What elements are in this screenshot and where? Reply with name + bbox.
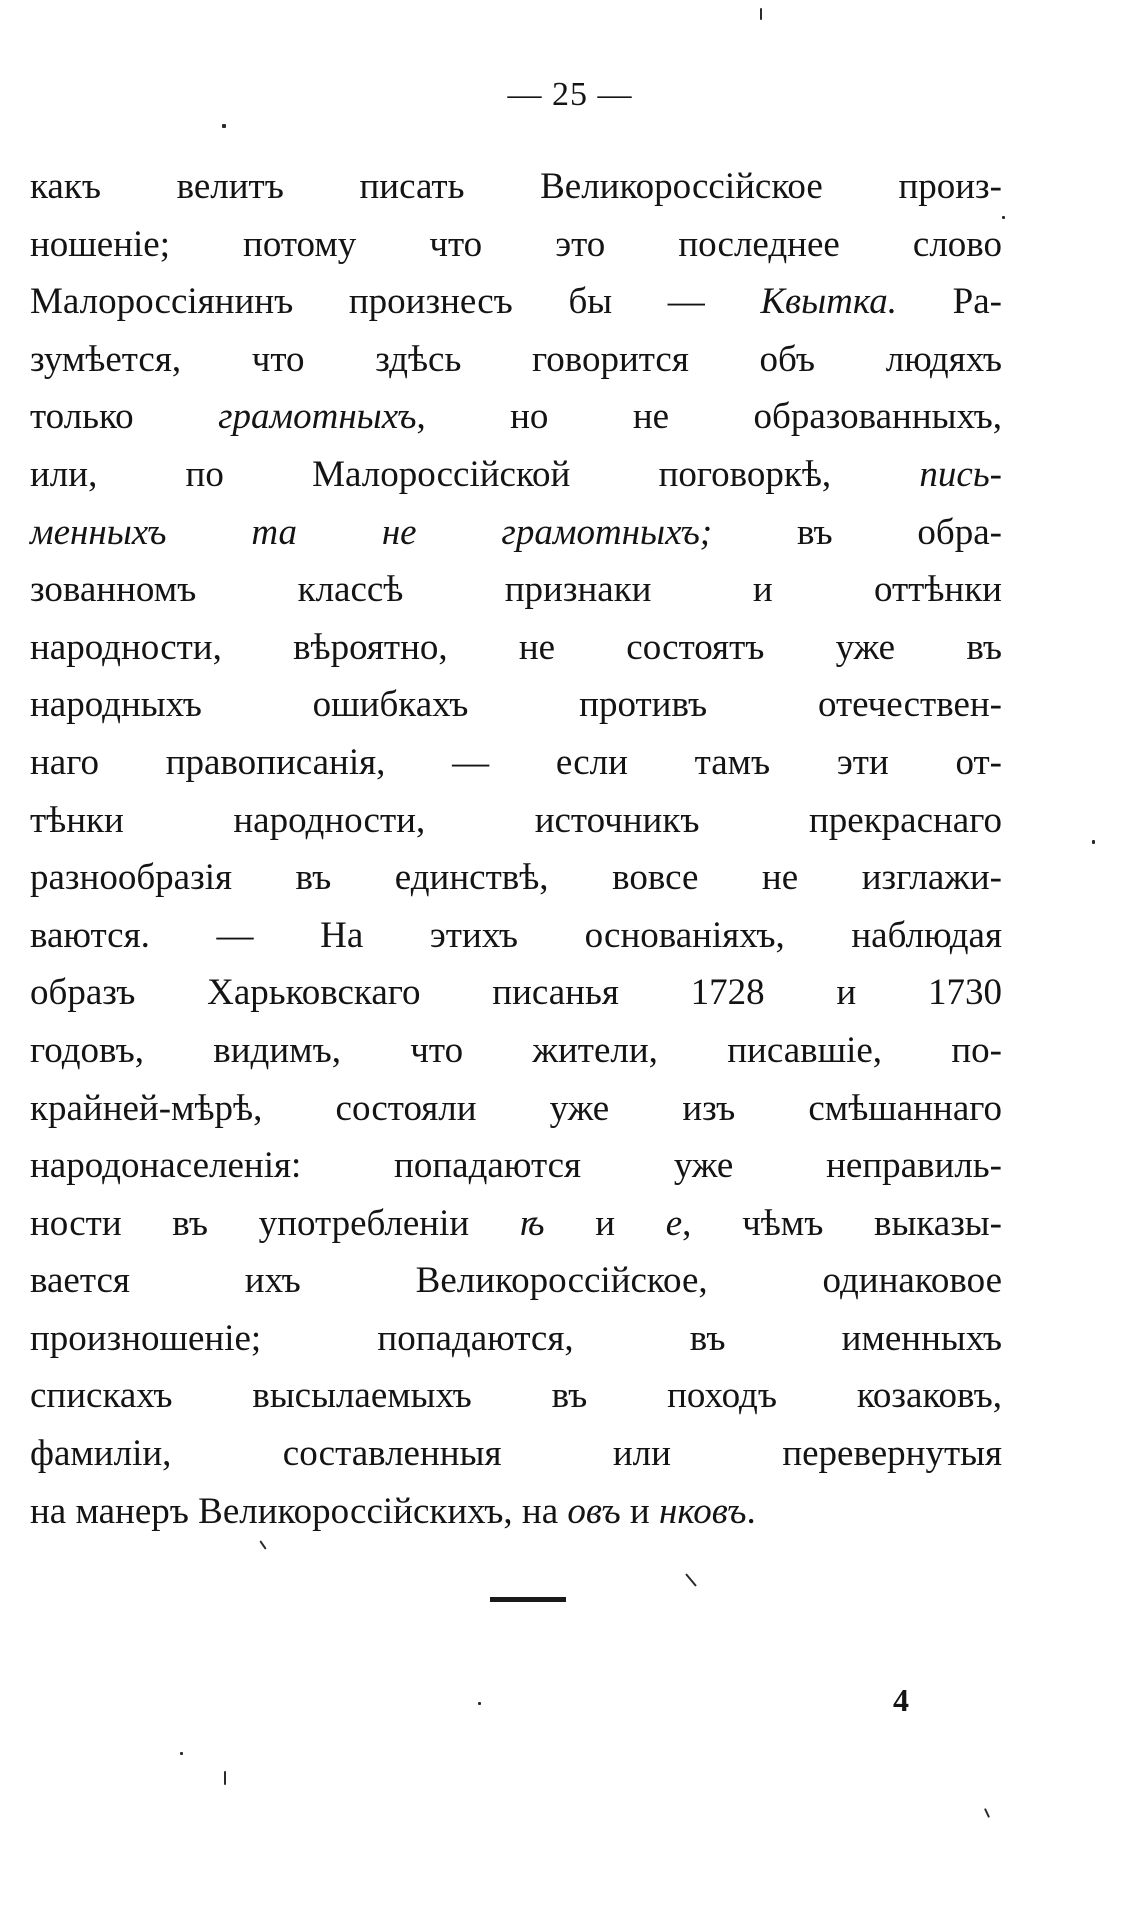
text-segment: Малороссіянинъ произнесъ бы — <box>30 281 761 323</box>
text-line <box>30 1022 1002 1080</box>
scan-speck <box>984 1808 990 1818</box>
text-segment: или, по Малороссійской поговоркѣ, <box>30 453 920 495</box>
text-line <box>30 1425 1002 1483</box>
text-line <box>30 676 1002 734</box>
text-line <box>30 1310 1002 1368</box>
text-segment: зованномъ классѣ признаки и оттѣнки <box>30 569 1002 611</box>
text-segment: спискахъ высылаемыхъ въ походъ козаковъ, <box>30 1375 1002 1417</box>
text-segment: въ обра- <box>712 511 1003 553</box>
italic-segment: нковъ <box>658 1490 747 1532</box>
italic-segment: ѣ <box>519 1202 545 1244</box>
scan-speck <box>259 1540 266 1549</box>
italic-segment: пись- <box>919 453 1002 495</box>
text-line <box>30 158 1002 216</box>
text-line <box>30 1080 1002 1138</box>
text-segment: на манеръ Великороссійскихъ, на <box>30 1490 568 1532</box>
text-segment: наго правописанія, — если тамъ эти от- <box>30 741 1002 783</box>
text-segment: и <box>544 1202 666 1244</box>
text-line <box>30 388 1002 446</box>
scan-speck <box>180 1752 183 1755</box>
text-line <box>30 1195 1002 1253</box>
signature-mark: 4 <box>893 1682 909 1718</box>
italic-segment: овъ <box>567 1490 621 1532</box>
scan-speck <box>1002 216 1005 219</box>
text-segment: народности, вѣроятно, не состоятъ уже въ <box>30 626 1002 668</box>
text-segment: фамиліи, составленныя или перевернутыя <box>30 1433 1002 1475</box>
text-segment: ности въ употребленіи <box>30 1202 520 1244</box>
text-segment: , но не образованныхъ, <box>416 396 1002 438</box>
text-segment: образъ Харьковскаго писанья 1728 и 1730 <box>30 972 1002 1014</box>
text-line <box>30 216 1002 274</box>
text-line <box>30 1483 1002 1541</box>
text-segment: народонаселенія: попадаются уже неправиль- <box>30 1145 1002 1187</box>
text-line <box>30 273 1002 331</box>
italic-segment: грамотныхъ <box>218 396 417 438</box>
text-segment: годовъ, видимъ, что жители, писавшіе, по- <box>30 1029 1002 1071</box>
text-line <box>30 1137 1002 1195</box>
text-line <box>30 734 1002 792</box>
text-segment: произношеніе; попадаются, въ именныхъ <box>30 1317 1002 1359</box>
page-number: — 25 — <box>507 76 633 113</box>
text-line <box>30 849 1002 907</box>
italic-segment: е <box>665 1202 683 1244</box>
text-segment: , чѣмъ выказы- <box>682 1202 1002 1244</box>
text-segment: вается ихъ Великороссійское, одинаковое <box>30 1260 1002 1302</box>
text-segment: . <box>746 1490 756 1532</box>
text-segment: и <box>620 1490 659 1532</box>
text-segment: крайней-мѣрѣ, состояли уже изъ смѣшаннаго <box>30 1087 1002 1129</box>
text-segment: тѣнки народности, источникъ прекраснаго <box>30 799 1002 841</box>
text-segment: только <box>30 396 219 438</box>
text-segment: какъ велитъ писать Великороссійское произ- <box>30 166 1002 207</box>
text-segment: ношеніе; потому что это последнее слово <box>30 223 1002 265</box>
text-segment: ваются. — На этихъ основаніяхъ, наблюдая <box>30 914 1002 956</box>
text-line <box>30 792 1002 850</box>
section-separator <box>490 1597 566 1602</box>
text-line <box>30 619 1002 677</box>
scan-speck <box>1092 840 1095 844</box>
text-line <box>30 504 1002 562</box>
scan-speck <box>478 1702 481 1705</box>
scan-speck <box>222 124 226 128</box>
body-text <box>30 158 1002 1540</box>
text-line <box>30 561 1002 619</box>
scan-speck <box>760 8 762 20</box>
text-segment: народныхъ ошибкахъ противъ отечествен- <box>30 684 1002 726</box>
italic-segment: менныхъ та не грамотныхъ; <box>30 511 713 553</box>
text-line <box>30 907 1002 965</box>
text-line <box>30 446 1002 504</box>
italic-segment: Квытка. <box>760 281 898 323</box>
text-line <box>30 1367 1002 1425</box>
scan-speck <box>685 1573 697 1587</box>
scan-speck <box>224 1771 226 1785</box>
text-line <box>30 1252 1002 1310</box>
text-line <box>30 331 1002 389</box>
text-segment: разнообразія въ единствѣ, вовсе не изглажи- <box>30 857 1002 899</box>
text-segment: зумѣется, что здѣсь говорится объ людяхъ <box>30 338 1002 380</box>
text-segment: Ра- <box>897 281 1002 323</box>
text-line <box>30 964 1002 1022</box>
